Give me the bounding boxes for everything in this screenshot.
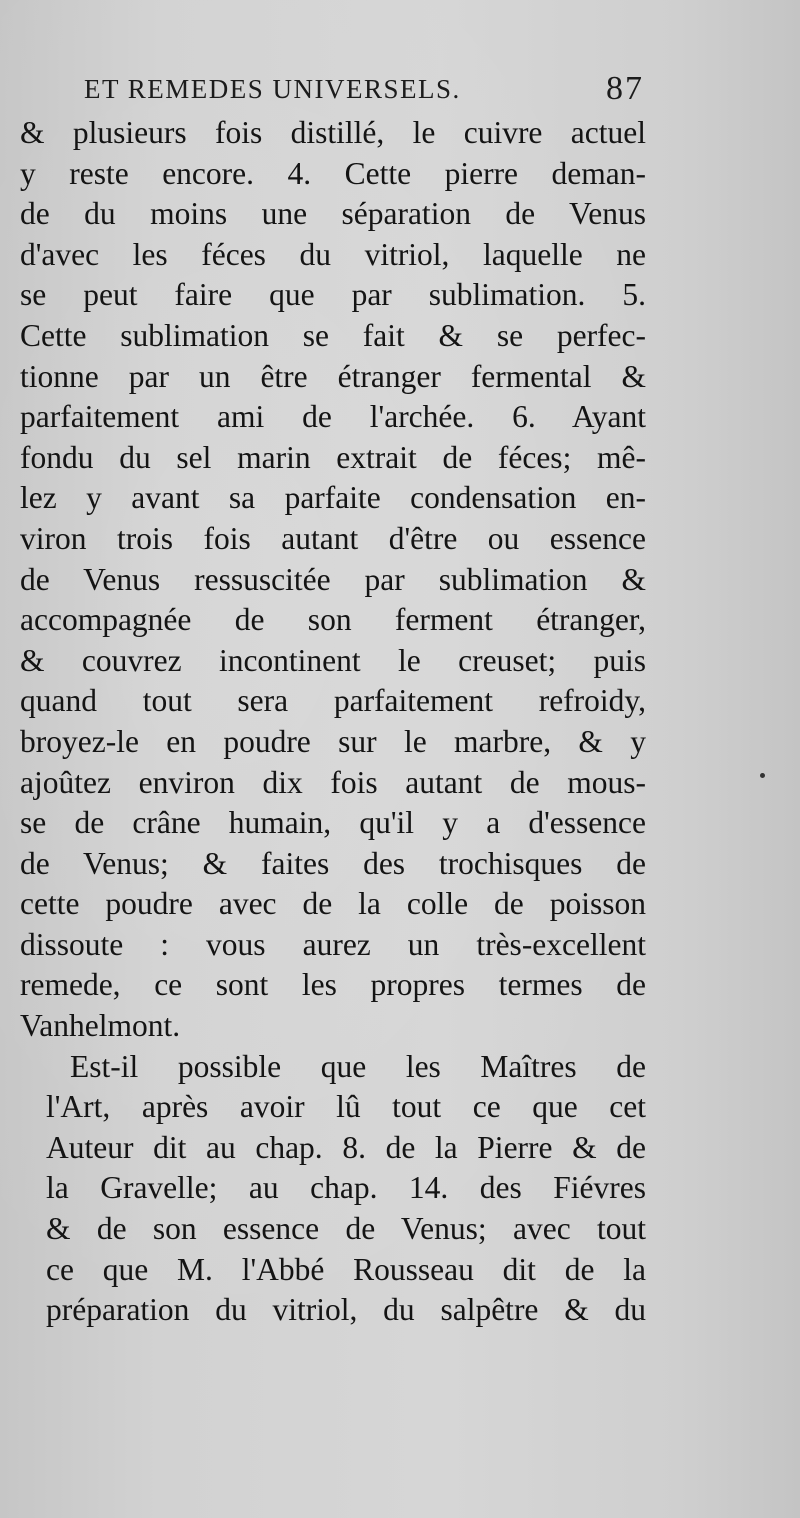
text-line: lez y avant sa parfaite condensation en- (20, 480, 646, 516)
text-line: Auteur dit au chap. 8. de la Pierre & de (46, 1129, 646, 1165)
text-line: tionne par un être étranger fermental & (20, 358, 646, 394)
text-line: ce que M. l'Abbé Rousseau dit de la (46, 1251, 646, 1287)
page-number: 87 (606, 70, 644, 107)
text-line: broyez-le en poudre sur le marbre, & y (20, 723, 646, 759)
text-line: d'avec les féces du vitriol, laquelle ne (20, 236, 646, 272)
text-line: quand tout sera parfaitement refroidy, (20, 683, 646, 719)
running-head: ET REMEDES UNIVERSELS. (84, 74, 461, 104)
text-line: accompagnée de son ferment étranger, (20, 602, 646, 638)
text-line: & couvrez incontinent le creuset; puis (20, 642, 646, 678)
text-line: l'Art, après avoir lû tout ce que cet (46, 1089, 646, 1125)
text-line: remede, ce sont les propres termes de (20, 967, 646, 1003)
text-line: dissoute : vous aurez un très-excellent (20, 926, 646, 962)
text-line: de Venus; & faites des trochisques de (20, 845, 646, 881)
margin-mark (760, 773, 765, 778)
text-line: Cette sublimation se fait & se perfec- (20, 317, 646, 353)
paragraph-first-line: Est-il possible que les Maîtres de (70, 1048, 646, 1084)
text-line: ajoûtez environ dix fois autant de mous- (20, 764, 646, 800)
body-text (20, 113, 646, 1331)
text-line: préparation du vitriol, du salpêtre & du (46, 1292, 646, 1328)
text-line: & de son essence de Venus; avec tout (46, 1211, 646, 1247)
text-line: fondu du sel marin extrait de féces; mê- (20, 439, 646, 475)
text-line: y reste encore. 4. Cette pierre deman- (20, 155, 646, 191)
text-line: cette poudre avec de la colle de poisson (20, 886, 646, 922)
text-line: & plusieurs fois distillé, le cuivre actuel (20, 115, 646, 150)
text-line: Vanhelmont. (20, 1008, 181, 1044)
text-line: la Gravelle; au chap. 14. des Fiévres (46, 1170, 646, 1206)
text-line: parfaitement ami de l'archée. 6. Ayant (20, 399, 646, 435)
text-line: se peut faire que par sublimation. 5. (20, 277, 646, 313)
text-line: de Venus ressuscitée par sublimation & (20, 561, 646, 597)
page-header (84, 70, 644, 118)
text-line: se de crâne humain, qu'il y a d'essence (20, 805, 646, 841)
text-line: viron trois fois autant d'être ou essence (20, 520, 646, 556)
text-line: de du moins une séparation de Venus (20, 196, 646, 232)
